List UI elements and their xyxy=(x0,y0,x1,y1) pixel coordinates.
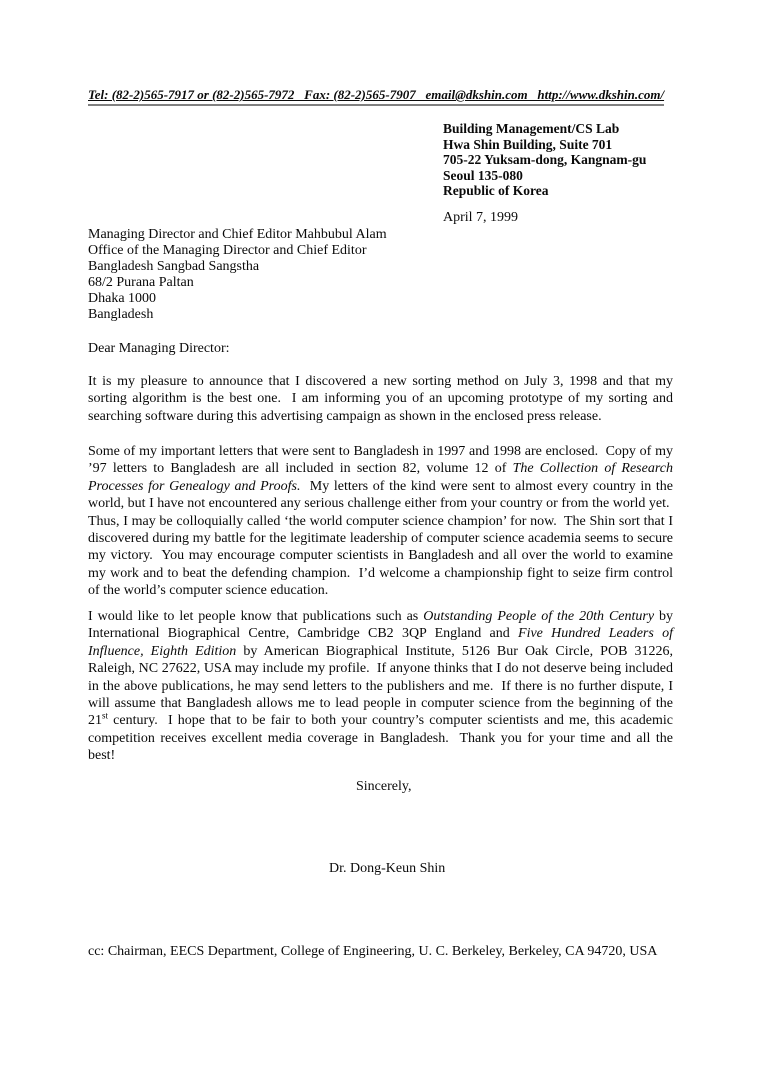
text-segment: century. I hope that to be fair to both your country’s computer scientists and me, this academic competition receives excellent media coverage in Bangladesh. Thank you for your time and all the best! xyxy=(88,713,673,764)
body-paragraph-2 xyxy=(88,443,673,600)
address-line: Building Management/CS Lab xyxy=(443,121,620,136)
address-line: Hwa Shin Building, Suite 701 xyxy=(443,136,613,152)
text-segment: by International Biographical Centre, Cambridge CB2 3QP England and xyxy=(88,609,674,642)
text-segment: by American Biographical Institute, 5126 Bur Oak Circle, POB 31226, Raleigh, NC 27622, USA may include my profile. If anyone thinks that I do not deserve being included in the above publications, he may send letters to the publishers and me. If there is no further dispute, I will assume that Bangladesh allows me to lead people in computer science from the beginning of the 21 xyxy=(88,643,673,729)
address-line: Republic of Korea xyxy=(443,183,549,199)
body-paragraph-1 xyxy=(88,373,673,425)
body-paragraph-3 xyxy=(88,608,673,765)
text-segment: Some of my important letters that were sent to Bangladesh in 1997 and 1998 are enclosed. Copy of my ’97 letters to Bangladesh are all included in section 82, volume 12 of xyxy=(88,444,673,477)
address-line: Managing Director and Chief Editor Mahbubul Alam xyxy=(88,227,387,242)
letter-date: April 7, 1999 xyxy=(443,210,519,225)
recipient-address-block xyxy=(88,227,387,323)
sender-address-block xyxy=(443,121,646,199)
cc-line: cc: Chairman, EECS Department, College of Engineering, U. C. Berkeley, Berkeley, CA 94720, USA xyxy=(88,944,658,959)
text-segment: I would like to let people know that publications such as xyxy=(88,609,424,624)
signature-name: Dr. Dong-Keun Shin xyxy=(329,861,446,876)
address-line: Office of the Managing Director and Chief Editor xyxy=(88,243,367,258)
address-line: Dhaka 1000 xyxy=(88,291,157,306)
closing-phrase: Sincerely, xyxy=(356,779,412,794)
italic-text: The Collection of Research Processes for Genealogy and Proofs. xyxy=(88,461,673,494)
text-segment: It is my pleasure to announce that I discovered a new sorting method on July 3, 1998 and that my sorting algorithm is the best one. I am informing you of an upcoming prototype of my sorting and searching software during this advertising campaign as shown in the enclosed press release. xyxy=(88,374,673,424)
text-segment: My letters of the kind were sent to almost every country in the world, but I have not encountered any serious challenge either from your country or from the world yet. Thus, I may be colloquially called ‘the world computer science champion’ for now. The Shin sort that I discovered during my battle for the legitimate leadership of computer science academia seems to secure my victory. You may encourage computer scientists in Bangladesh and all over the world to examine my work and to beat the defending champion. I’d welcome a championship fight to seize firm control of the world’s computer science education. xyxy=(88,478,673,599)
salutation: Dear Managing Director: xyxy=(88,341,230,356)
contact-header-text: Tel: (82-2)565-7917 or (82-2)565-7972 Fax: (82-2)565-7907 email@dkshin.com http://www.dkshin.com/ xyxy=(88,87,665,102)
address-line: 68/2 Purana Paltan xyxy=(88,275,194,290)
italic-text: Outstanding People of the 20th Century xyxy=(423,609,655,624)
contact-header-line xyxy=(88,87,664,106)
address-line: Bangladesh xyxy=(88,307,154,322)
address-line: 705-22 Yuksam-dong, Kangnam-gu xyxy=(443,152,647,168)
address-line: Bangladesh Sangbad Sangstha xyxy=(88,259,260,274)
address-line: Seoul 135-080 xyxy=(443,167,523,183)
superscript-text: st xyxy=(102,710,109,721)
italic-text: Five Hundred Leaders of Influence, Eighth Edition xyxy=(88,626,673,659)
